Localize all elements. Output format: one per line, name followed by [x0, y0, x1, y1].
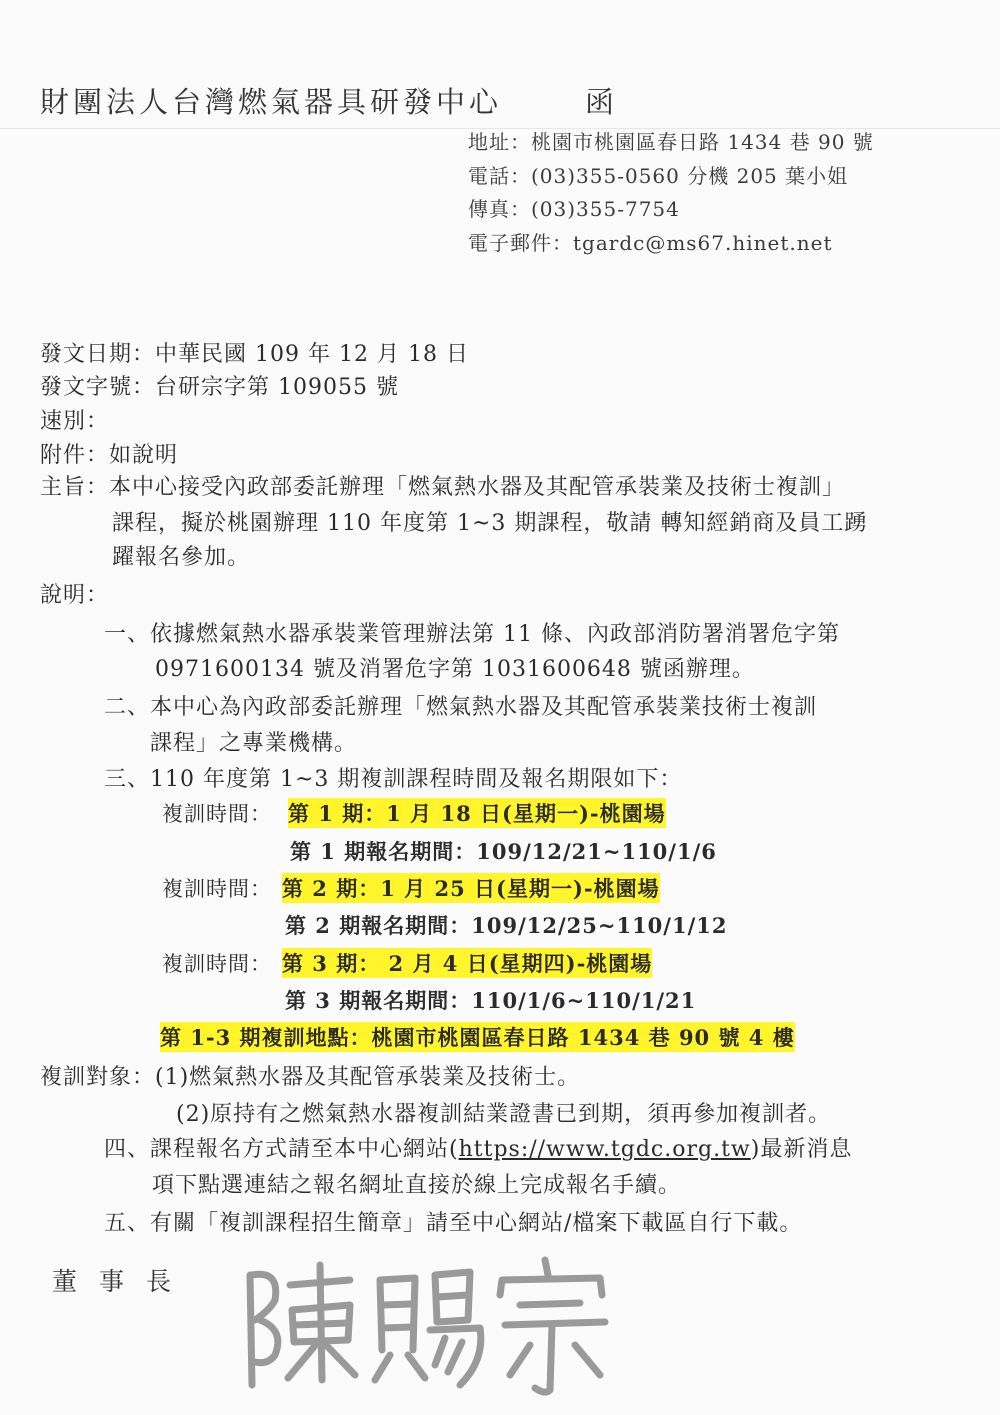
explanation-heading: 說明：	[40, 583, 110, 608]
item-1-line-2: 0971600134 號及消署危字第 1031600648 號函辦理。	[155, 657, 755, 682]
handwritten-signature	[230, 1250, 630, 1400]
document-number: 發文字號：台研宗字第 109055 號	[40, 375, 399, 400]
session-2-time: 第 2 期：1 月 25 日(星期一)-桃園場	[282, 873, 660, 903]
item-4-line-2: 項下點選連結之報名網址直接於線上完成報名手續。	[152, 1173, 682, 1198]
phone: 電話：(03)355-0560 分機 205 葉小姐	[468, 164, 849, 188]
session-3-registration: 第 3 期報名期間：110/1/6~110/1/21	[285, 988, 697, 1013]
email: 電子郵件：tgardc@ms67.hinet.net	[468, 231, 833, 255]
document-type: 函	[585, 85, 615, 119]
item-4-prefix: 四、課程報名方式請至本中心網站(	[104, 1137, 459, 1162]
subject-line-3: 躍報名參加。	[112, 545, 251, 570]
session-2-label: 複訓時間：	[162, 877, 272, 901]
training-location: 第 1-3 期複訓地點：桃園市桃園區春日路 1434 巷 90 號 4 樓	[160, 1022, 795, 1052]
attachment: 附件：如說明	[40, 443, 179, 468]
session-2-registration: 第 2 期報名期間：109/12/25~110/1/12	[285, 913, 728, 938]
website-link[interactable]: https://www.tgdc.org.tw	[458, 1137, 751, 1162]
session-3-time: 第 3 期： 2 月 4 日(星期四)-桃園場	[282, 948, 652, 978]
chairman-title: 董事長	[52, 1267, 194, 1296]
session-1-registration: 第 1 期報名期間：109/12/21~110/1/6	[290, 839, 717, 864]
address: 地址：桃園市桃園區春日路 1434 巷 90 號	[468, 130, 874, 154]
session-1-time: 第 1 期：1 月 18 日(星期一)-桃園場	[288, 798, 666, 828]
item-1-line-1: 一、依據燃氣熱水器承裝業管理辦法第 11 條、內政部消防署消署危字第	[104, 622, 840, 647]
speed-class: 速別：	[40, 409, 110, 434]
item-2-line-1: 二、本中心為內政部委託辦理「燃氣熱水器及其配管承裝業技術士複訓	[104, 695, 818, 720]
item-4-line-1	[104, 1132, 852, 1163]
session-1-label: 複訓時間：	[162, 802, 272, 826]
item-3-line-1: 三、110 年度第 1~3 期複訓課程時間及報名期限如下：	[104, 767, 683, 792]
item-4-suffix: )最新消息	[750, 1137, 853, 1162]
subject-line-1: 主旨：本中心接受內政部委託辦理「燃氣熱水器及其配管承裝業及技術士複訓」	[40, 475, 846, 500]
session-3-label: 複訓時間：	[162, 952, 272, 976]
organization-name: 財團法人台灣燃氣器具研發中心	[40, 85, 503, 119]
item-2-line-2: 課程」之專業機構。	[150, 731, 358, 756]
fax: 傳真：(03)355-7754	[468, 197, 680, 221]
item-5: 五、有關「複訓課程招生簡章」請至中心網站/檔案下載區自行下載。	[104, 1211, 803, 1236]
subject-line-2: 課程，擬於桃園辦理 110 年度第 1~3 期課程，敬請 轉知經銷商及員工踴	[112, 511, 868, 536]
target-1: 複訓對象：(1)燃氣熱水器及其配管承裝業及技術士。	[40, 1065, 581, 1090]
target-2: (2)原持有之燃氣熱水器複訓結業證書已到期，須再參加複訓者。	[176, 1102, 832, 1127]
issue-date: 發文日期：中華民國 109 年 12 月 18 日	[40, 342, 469, 367]
